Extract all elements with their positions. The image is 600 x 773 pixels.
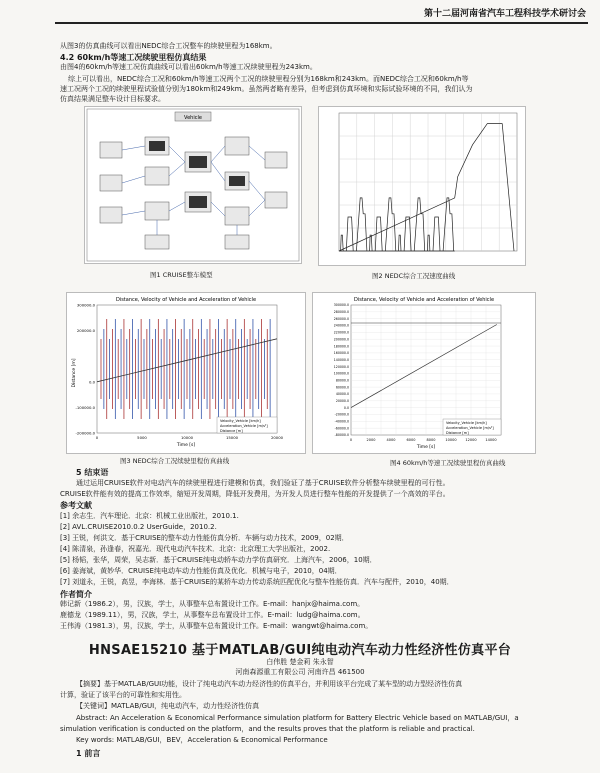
- fig3-title: Distance, Velocity of Vehicle and Acceleration of Vehicle: [115, 297, 257, 303]
- conclusion-heading: 5 结束语: [76, 468, 109, 477]
- author-item: 王伟涛（1981.3），男，汉族，学士，从事整车总布置设计工作。E-mail：wangwt@haima.com。: [60, 622, 373, 630]
- fig1-block: [145, 235, 169, 249]
- fig4-ytick: -20000.0: [334, 412, 349, 417]
- fig4-ytick: 220000.0: [333, 330, 349, 335]
- fig1-block-icon: [149, 141, 165, 151]
- fig4-xlabel: Time [s]: [416, 445, 436, 450]
- authors-heading: 作者简介: [60, 590, 92, 599]
- fig4-ytick: 200000.0: [333, 337, 349, 342]
- fig1-block: [265, 152, 287, 168]
- fig4-xtick: 0: [349, 438, 353, 442]
- fig3-xtick: 10000: [180, 435, 194, 440]
- fig4-ytick: 300000.0: [333, 303, 349, 308]
- reference-item: [2] AVL.CRUISE2010.0.2 UserGuide，2010.2.: [60, 523, 217, 531]
- next-paper-keywords-cn: 【关键词】MATLAB/GUI，纯电动汽车，动力性经济性仿真: [76, 702, 260, 710]
- section-42-heading: 4.2 60km/h等速工况续驶里程仿真结果: [60, 53, 207, 62]
- reference-item: [1] 余志生．汽车理论．北京：机械工业出版社，2010.1.: [60, 512, 239, 520]
- conclusion-line1: 通过运用CRUISE软件对电动汽车的续驶里程进行建模和仿真，我们验证了基于CRUISE软件分析整车续驶里程的可行性。: [76, 479, 450, 487]
- fig4-ytick: 240000.0: [333, 323, 349, 328]
- reference-item: [5] 杨韬，张华，周荣，吴志新．基于CRUISE纯电动轿车动力学仿真研究．上海汽车，2006，10期．: [60, 556, 377, 564]
- fig1-block: [265, 192, 287, 208]
- fig1-block: [225, 235, 249, 249]
- fig4-xtick: 12000: [465, 438, 477, 442]
- fig1-block-icon: [229, 176, 245, 186]
- fig4-xtick: 10000: [445, 438, 457, 442]
- fig4-ytick: 280000.0: [333, 310, 349, 315]
- next-paper-section1: 1 前言: [76, 749, 101, 758]
- fig4-ytick: -60000.0: [334, 426, 349, 431]
- fig1-block: [145, 202, 169, 220]
- fig4-xtick: 6000: [406, 438, 416, 442]
- fig1-cruise-model: [84, 106, 302, 264]
- section-42-line3: 速工况两个工况的续驶里程试验值分别为180km和249km。虽然两者略有差异，但考虑到仿真环境和实际试验环境的不同，我们认为: [60, 85, 473, 93]
- fig3-ylabel: Distance [m]: [72, 358, 77, 388]
- fig2-chart: [319, 107, 525, 265]
- fig3-ytick: 0.0: [88, 379, 95, 385]
- header-rule: [55, 22, 588, 24]
- fig3-ytick: -200000.0: [75, 430, 95, 436]
- fig4-60kmh-range: [312, 292, 536, 454]
- fig4-ytick: 80000.0: [335, 378, 349, 383]
- reference-item: [7] 刘道永，王锐，高昱，李海林．基于CRUISE的某轿车动力传动系统匹配优化与整车性能仿真．汽车与配件，2010，40期．: [60, 578, 454, 586]
- fig1-block: [100, 175, 122, 191]
- fig3-ytick: 300000.0: [76, 302, 95, 308]
- fig3-xlabel: Time [s]: [176, 443, 196, 448]
- fig1-vehicle-label: Vehicle: [184, 115, 202, 121]
- fig4-xtick: 14000: [485, 438, 497, 442]
- fig4-legend-item: Distance [m]: [446, 431, 469, 435]
- fig3-caption: 图3 NEDC综合工况续驶里程仿真曲线: [120, 457, 230, 465]
- fig3-xtick: 20000: [270, 435, 284, 440]
- fig4-ytick: 40000.0: [335, 392, 349, 397]
- author-item: 韩记新（1986.2），男，汉族，学士，从事整车总布置设计工作。E-mail：hanjx@haima.com。: [60, 600, 365, 608]
- fig3-nedc-range: [66, 292, 306, 454]
- fig1-block: [225, 137, 249, 155]
- fig4-ytick: 260000.0: [333, 316, 349, 321]
- fig3-ytick: 200000.0: [76, 328, 95, 334]
- fig4-ytick: 60000.0: [335, 385, 349, 390]
- fig3-ytick: -100000.0: [75, 404, 95, 410]
- section-42-line4: 仿真结果满足整车设计目标要求。: [60, 95, 165, 103]
- fig4-ytick: 20000.0: [335, 398, 349, 403]
- fig3-xtick: 5000: [137, 435, 147, 440]
- references-heading: 参考文献: [60, 501, 92, 510]
- fig1-block: [145, 167, 169, 185]
- intro-line: 从图3的仿真曲线可以看出NEDC综合工况整车的续驶里程为168km。: [60, 42, 277, 50]
- header-title: 第十二届河南省汽车工程科技学术研讨会: [423, 9, 586, 19]
- fig4-legend-item: Velocity_Vehicle [km/h]: [446, 421, 487, 425]
- next-paper-abstract-cn-1: 【摘要】基于MATLAB/GUI功能，设计了纯电动汽车动力经济性的仿真平台，并利用该平台完成了某车型的动力型经济性仿真: [76, 680, 463, 688]
- fig3-legend-item: Velocity_Vehicle [km/h]: [220, 419, 261, 423]
- reference-item: [4] 陈清泉，孙逢春，祝嘉光．现代电动汽车技术．北京：北京理工大学出版社，2002.: [60, 545, 331, 553]
- fig4-chart: [313, 293, 535, 453]
- fig4-xtick: 4000: [386, 438, 396, 442]
- fig4-ytick: 140000.0: [333, 357, 349, 362]
- fig1-diagram: [85, 107, 301, 263]
- fig1-block: [100, 142, 122, 158]
- next-paper-title: HNSAE15210 基于MATLAB/GUI纯电动汽车动力性经济性仿真平台: [88, 643, 512, 658]
- fig3-chart: [67, 293, 305, 453]
- running-header: [0, 0, 600, 22]
- fig3-xtick: 0: [95, 435, 99, 440]
- fig4-caption: 图4 60km/h等速工况续驶里程仿真曲线: [390, 459, 506, 467]
- fig3-legend-item: Distance [m]: [220, 429, 243, 433]
- fig4-legend-item: Acceleration_Vehicle [m/s²]: [446, 426, 494, 430]
- fig4-xtick: 8000: [426, 438, 436, 442]
- next-paper-abstract-cn-2: 计算，验证了该平台的可靠性和实用性。: [60, 691, 186, 699]
- author-item: 鹿德龙（1989.11），男，汉族，学士，从事整车总布置设计工作。E-mail：ludg@haima.com。: [60, 611, 365, 619]
- next-paper-abstract-en-1: Abstract: An Acceleration & Economical Performance simulation platform for Battery Electric Vehicle based on MATLAB/GUI，a: [76, 714, 519, 722]
- fig4-ytick: 180000.0: [333, 344, 349, 349]
- reference-item: [6] 姜海斌，黄妙华．CRUISE纯电动车动力性能仿真及优化．机械与电子，2010，04期．: [60, 567, 342, 575]
- fig4-ytick: 0.0: [343, 405, 349, 410]
- fig4-ytick: 100000.0: [333, 371, 349, 376]
- section-42-line2: 综上可以看出，NEDC综合工况和60km/h等速工况两个工况的续驶里程分别为168km和243km。而NEDC综合工况和60km/h等: [68, 75, 469, 83]
- fig4-ytick: 120000.0: [333, 364, 349, 369]
- fig4-title: Distance, Velocity of Vehicle and Acceleration of Vehicle: [353, 297, 495, 303]
- next-paper-authors: 白伟胜 楚金莉 朱永智: [266, 658, 334, 666]
- fig1-block-icon: [189, 156, 207, 168]
- next-paper-keywords-en: Key words: MATLAB/GUI，BEV，Acceleration & Economical Performance: [76, 736, 328, 744]
- fig4-xtick: 2000: [366, 438, 376, 442]
- fig4-ytick: 160000.0: [333, 351, 349, 356]
- section-42-line1: 由图4的60km/h等速工况仿真曲线可以看出60km/h等速工况续驶里程为243km。: [60, 63, 317, 71]
- fig1-block: [225, 207, 249, 225]
- fig2-nedc-speed: [318, 106, 526, 266]
- next-paper-abstract-en-2: simulation verification is conducted on the platform，and the results proves that the platform is reliable and practical.: [60, 725, 475, 733]
- fig4-ytick: -80000.0: [334, 433, 349, 438]
- fig1-caption: 图1 CRUISE整车模型: [150, 271, 213, 279]
- next-paper-affiliation: 河南森源重工有限公司 河南许昌 461500: [235, 668, 365, 676]
- reference-item: [3] 王锐，何洪文．基于CRUISE的整车动力性能仿真分析．车辆与动力技术，2009，02期．: [60, 534, 349, 542]
- fig2-caption: 图2 NEDC综合工况速度曲线: [372, 272, 456, 280]
- conclusion-line2: CRUISE软件能有效的提高工作效率，缩短开发周期，降低开发费用，为开发人员进行整车性能的开发提供了一个高效的平台。: [60, 490, 450, 498]
- fig4-ytick: -40000.0: [334, 419, 349, 424]
- fig1-block: [100, 207, 122, 223]
- fig3-legend-item: Acceleration_Vehicle [m/s²]: [220, 424, 268, 428]
- fig1-block-icon: [189, 196, 207, 208]
- fig3-xtick: 15000: [225, 435, 239, 440]
